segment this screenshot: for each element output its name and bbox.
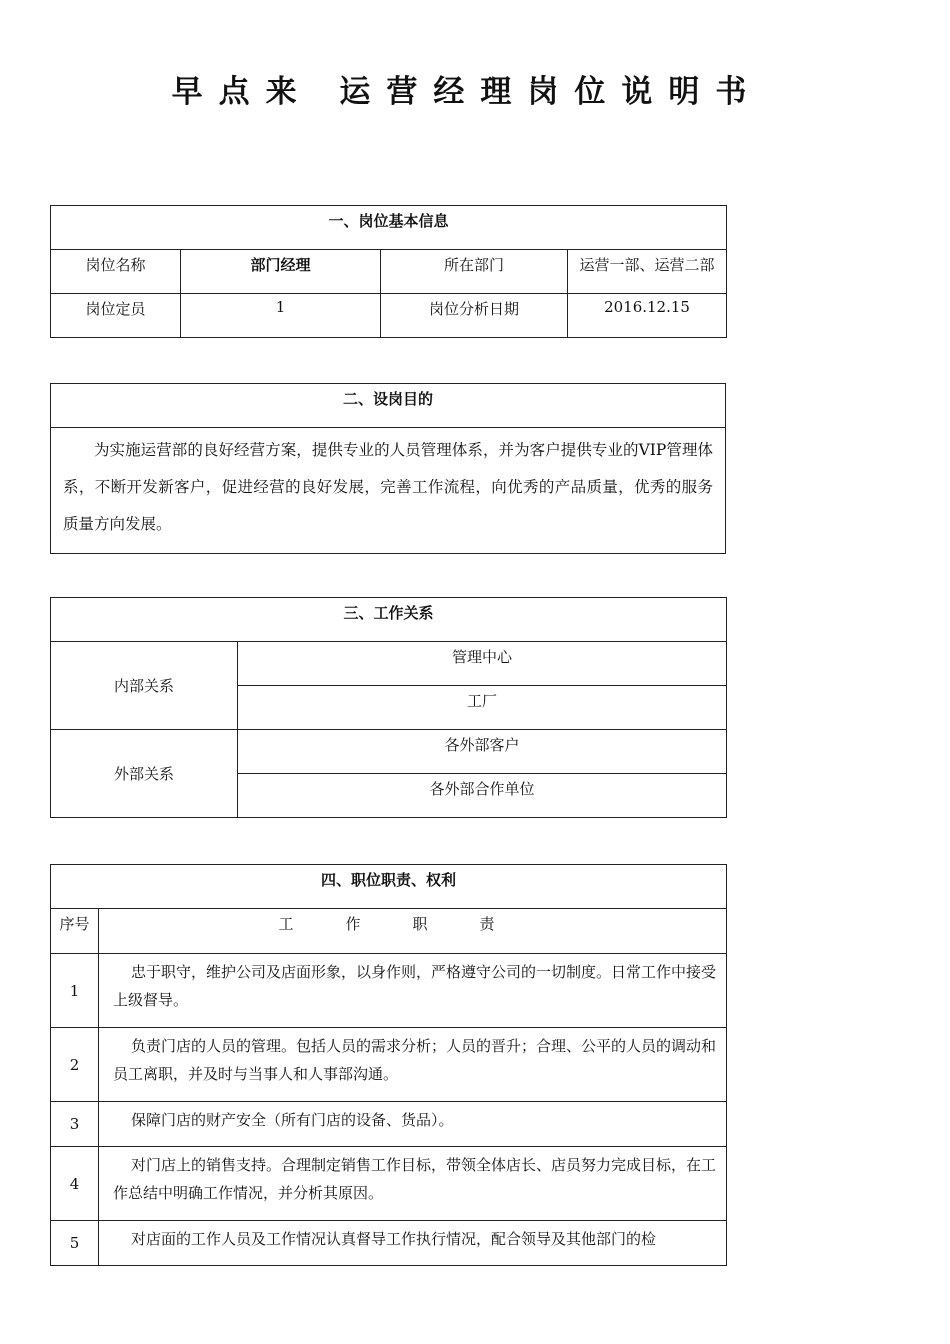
duty-text: 保障门店的财产安全（所有门店的设备、货品）。: [99, 1102, 727, 1147]
relations-table: [50, 597, 727, 818]
external-relations-label: 外部关系: [51, 730, 238, 818]
page-title: 早点来 运营经理岗位说明书: [171, 74, 763, 110]
column-header-number: 序号: [51, 909, 99, 954]
purpose-table: [50, 383, 726, 554]
section3-heading: 三、工作关系: [51, 598, 727, 642]
column-header-duty: 工作职责: [99, 909, 727, 954]
duty-text: 对门店上的销售支持。合理制定销售工作目标，带领全体店长、店员努力完成目标，在工作总结中明确工作情况，并分析其原因。: [99, 1147, 727, 1221]
internal-relation-item: 工厂: [238, 686, 727, 730]
table-row: [51, 954, 727, 1028]
position-name-value: 部门经理: [181, 250, 381, 294]
section1-heading: 一、岗位基本信息: [51, 206, 727, 250]
table-row: [51, 1221, 727, 1266]
duty-number: 3: [51, 1102, 99, 1147]
headcount-value: 1: [181, 294, 381, 338]
department-label: 所在部门: [381, 250, 568, 294]
external-relation-item: 各外部合作单位: [238, 774, 727, 818]
internal-relations-label: 内部关系: [51, 642, 238, 730]
table-row: [51, 1102, 727, 1147]
internal-relation-item: 管理中心: [238, 642, 727, 686]
basic-info-table: [50, 205, 727, 338]
duty-text: 忠于职守，维护公司及店面形象，以身作则，严格遵守公司的一切制度。日常工作中接受上级督导。: [99, 954, 727, 1028]
duties-table: [50, 864, 727, 1266]
duty-number: 1: [51, 954, 99, 1028]
duty-number: 2: [51, 1028, 99, 1102]
duty-number: 5: [51, 1221, 99, 1266]
duty-text: 对店面的工作人员及工作情况认真督导工作执行情况，配合领导及其他部门的检: [99, 1221, 727, 1266]
analysis-date-label: 岗位分析日期: [381, 294, 568, 338]
section2-heading: 二、设岗目的: [51, 384, 726, 428]
purpose-text: 为实施运营部的良好经营方案，提供专业的人员管理体系，并为客户提供专业的VIP管理体系，不断开发新客户，促进经营的良好发展，完善工作流程，向优秀的产品质量，优秀的服务质量方向发展。: [51, 428, 726, 554]
section4-heading: 四、职位职责、权利: [51, 865, 727, 909]
table-row: [51, 1147, 727, 1221]
analysis-date-value: 2016.12.15: [568, 294, 727, 338]
headcount-label: 岗位定员: [51, 294, 181, 338]
duty-number: 4: [51, 1147, 99, 1221]
table-row: [51, 1028, 727, 1102]
department-value: 运营一部、运营二部: [568, 250, 727, 294]
external-relation-item: 各外部客户: [238, 730, 727, 774]
duty-text: 负责门店的人员的管理。包括人员的需求分析；人员的晋升；合理、公平的人员的调动和员工离职，并及时与当事人和人事部沟通。: [99, 1028, 727, 1102]
position-name-label: 岗位名称: [51, 250, 181, 294]
